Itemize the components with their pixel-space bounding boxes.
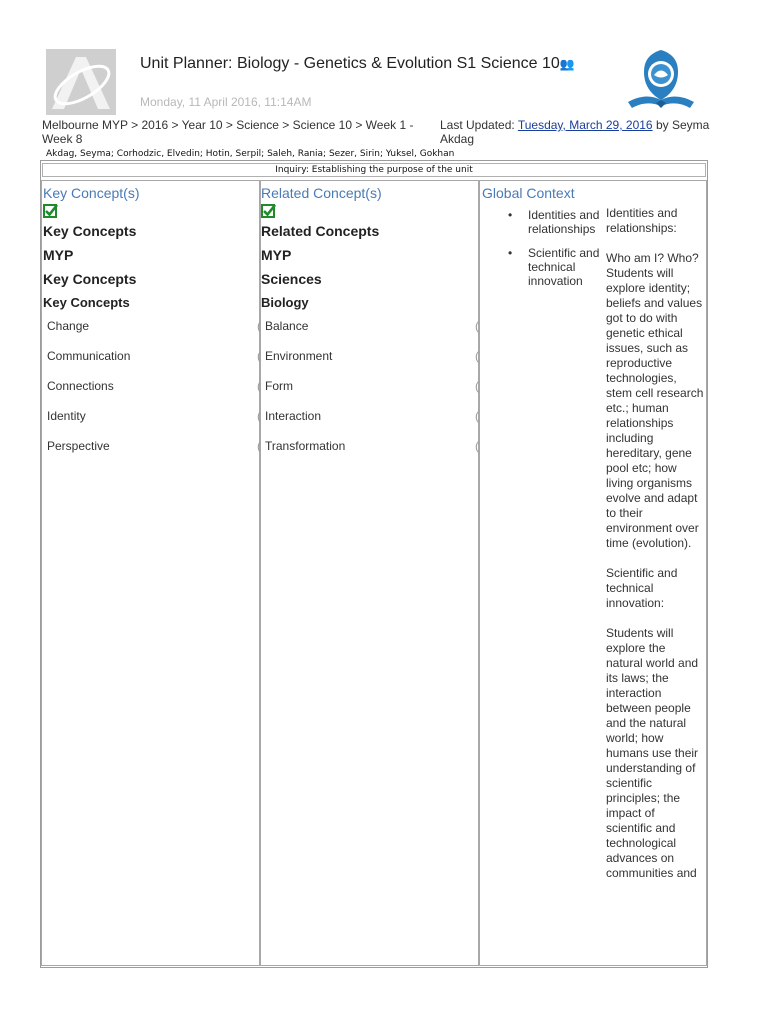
people-icon: 👥 bbox=[559, 57, 575, 71]
key-concepts-subheading: Key Concepts bbox=[43, 271, 137, 287]
scroll-marker-icon: ( bbox=[257, 409, 261, 423]
key-concept-item[interactable] bbox=[43, 349, 259, 379]
global-context-heading: Global Context bbox=[482, 185, 575, 201]
related-concept-label: Environment bbox=[265, 349, 333, 363]
key-concept-label: Connections bbox=[47, 379, 114, 393]
related-concept-label: Interaction bbox=[265, 409, 322, 423]
related-concept-label: Transformation bbox=[265, 439, 346, 453]
crest-logo bbox=[626, 48, 696, 112]
key-concepts-heading: Key Concept(s) bbox=[43, 185, 140, 201]
global-context-description bbox=[606, 206, 704, 881]
last-updated-link[interactable]: Tuesday, March 29, 2016 bbox=[517, 118, 653, 132]
related-concept-item[interactable] bbox=[261, 439, 478, 469]
scroll-marker-icon: ( bbox=[257, 379, 261, 393]
gc-paragraph: Identities and relationships: bbox=[606, 206, 678, 235]
key-concept-label: Change bbox=[47, 319, 90, 333]
key-concepts-group: Key Concepts bbox=[43, 295, 130, 310]
key-concept-item[interactable] bbox=[43, 409, 259, 439]
global-context-item: • Identities and relationships bbox=[508, 208, 608, 236]
scroll-marker-icon: ( bbox=[475, 349, 479, 363]
scroll-marker-icon: ( bbox=[475, 409, 479, 423]
related-concept-item[interactable] bbox=[261, 409, 478, 439]
scroll-marker-icon: ( bbox=[475, 439, 479, 453]
related-concepts-list bbox=[261, 319, 478, 469]
scroll-marker-icon: ( bbox=[257, 319, 261, 333]
checkbox-checked-icon[interactable] bbox=[43, 203, 59, 219]
related-concept-label: Form bbox=[265, 379, 293, 393]
key-concept-label: Communication bbox=[47, 349, 131, 363]
page-title bbox=[140, 54, 610, 74]
key-concepts-label: Key Concepts bbox=[43, 223, 137, 239]
key-concept-label: Perspective bbox=[47, 439, 110, 453]
gc-paragraph: Scientific and technical innovation: bbox=[606, 566, 678, 610]
breadcrumb: Melbourne MYP > 2016 > Year 10 > Science > Science 10 > Week 1 - Week 8 bbox=[42, 118, 414, 146]
scroll-marker-icon: ( bbox=[257, 439, 261, 453]
key-concept-item[interactable] bbox=[43, 439, 259, 469]
last-updated-by: by Seyma Akdag bbox=[440, 118, 710, 146]
subject-group: Biology bbox=[261, 295, 309, 310]
page-date: Monday, 11 April 2016, 11:14AM bbox=[140, 95, 312, 109]
related-concept-item[interactable] bbox=[261, 319, 478, 349]
global-context-list bbox=[508, 208, 608, 298]
key-concepts-list bbox=[42, 319, 259, 469]
scroll-marker-icon: ( bbox=[475, 319, 479, 333]
last-updated-label: Last Updated: bbox=[440, 118, 515, 132]
related-concepts-heading: Related Concept(s) bbox=[261, 185, 382, 201]
global-context-column bbox=[479, 180, 707, 966]
key-concept-item[interactable] bbox=[43, 319, 259, 349]
global-context-item: • Scientific and technical innovation bbox=[508, 246, 608, 288]
gc-paragraph: Who am I? Who? Students will explore identity; beliefs and values got to do with genetic ethical issues, such as reproductive technologies, stem cell research etc.; human relationships including hereditary, gene pool etc; how living organisms evolve and adapt to their environment over time (evolution). bbox=[606, 251, 704, 550]
key-concept-item[interactable] bbox=[43, 379, 259, 409]
related-concepts-label: Related Concepts bbox=[261, 223, 380, 239]
related-concept-item[interactable] bbox=[261, 349, 478, 379]
key-concept-label: Identity bbox=[47, 409, 86, 423]
related-concept-label: Balance bbox=[265, 319, 309, 333]
myp-label: MYP bbox=[261, 247, 292, 263]
school-logo bbox=[46, 49, 116, 115]
related-concept-item[interactable] bbox=[261, 379, 478, 409]
scroll-marker-icon: ( bbox=[257, 349, 261, 363]
checkbox-checked-icon[interactable] bbox=[261, 203, 277, 219]
author-list: Akdag, Seyma; Corhodzic, Elvedin; Hotin, Serpil; Saleh, Rania; Sezer, Sirin; Yuksel, Gokhan bbox=[46, 149, 455, 159]
key-concepts-column bbox=[41, 180, 260, 966]
inquiry-heading: Inquiry: Establishing the purpose of the unit bbox=[42, 163, 706, 177]
related-concepts-column bbox=[260, 180, 479, 966]
gc-paragraph: Students will explore the natural world and its laws; the interaction between people and the natural world; how humans use their understanding of scientific principles; the impact of scientific and technological advances on communities and bbox=[606, 626, 699, 880]
last-updated bbox=[440, 118, 730, 146]
scroll-marker-icon: ( bbox=[475, 379, 479, 393]
page-title-text: Unit Planner: Biology - Genetics & Evolution S1 Science 10 bbox=[140, 55, 560, 72]
subject-label: Sciences bbox=[261, 271, 322, 287]
myp-label: MYP bbox=[43, 247, 74, 263]
